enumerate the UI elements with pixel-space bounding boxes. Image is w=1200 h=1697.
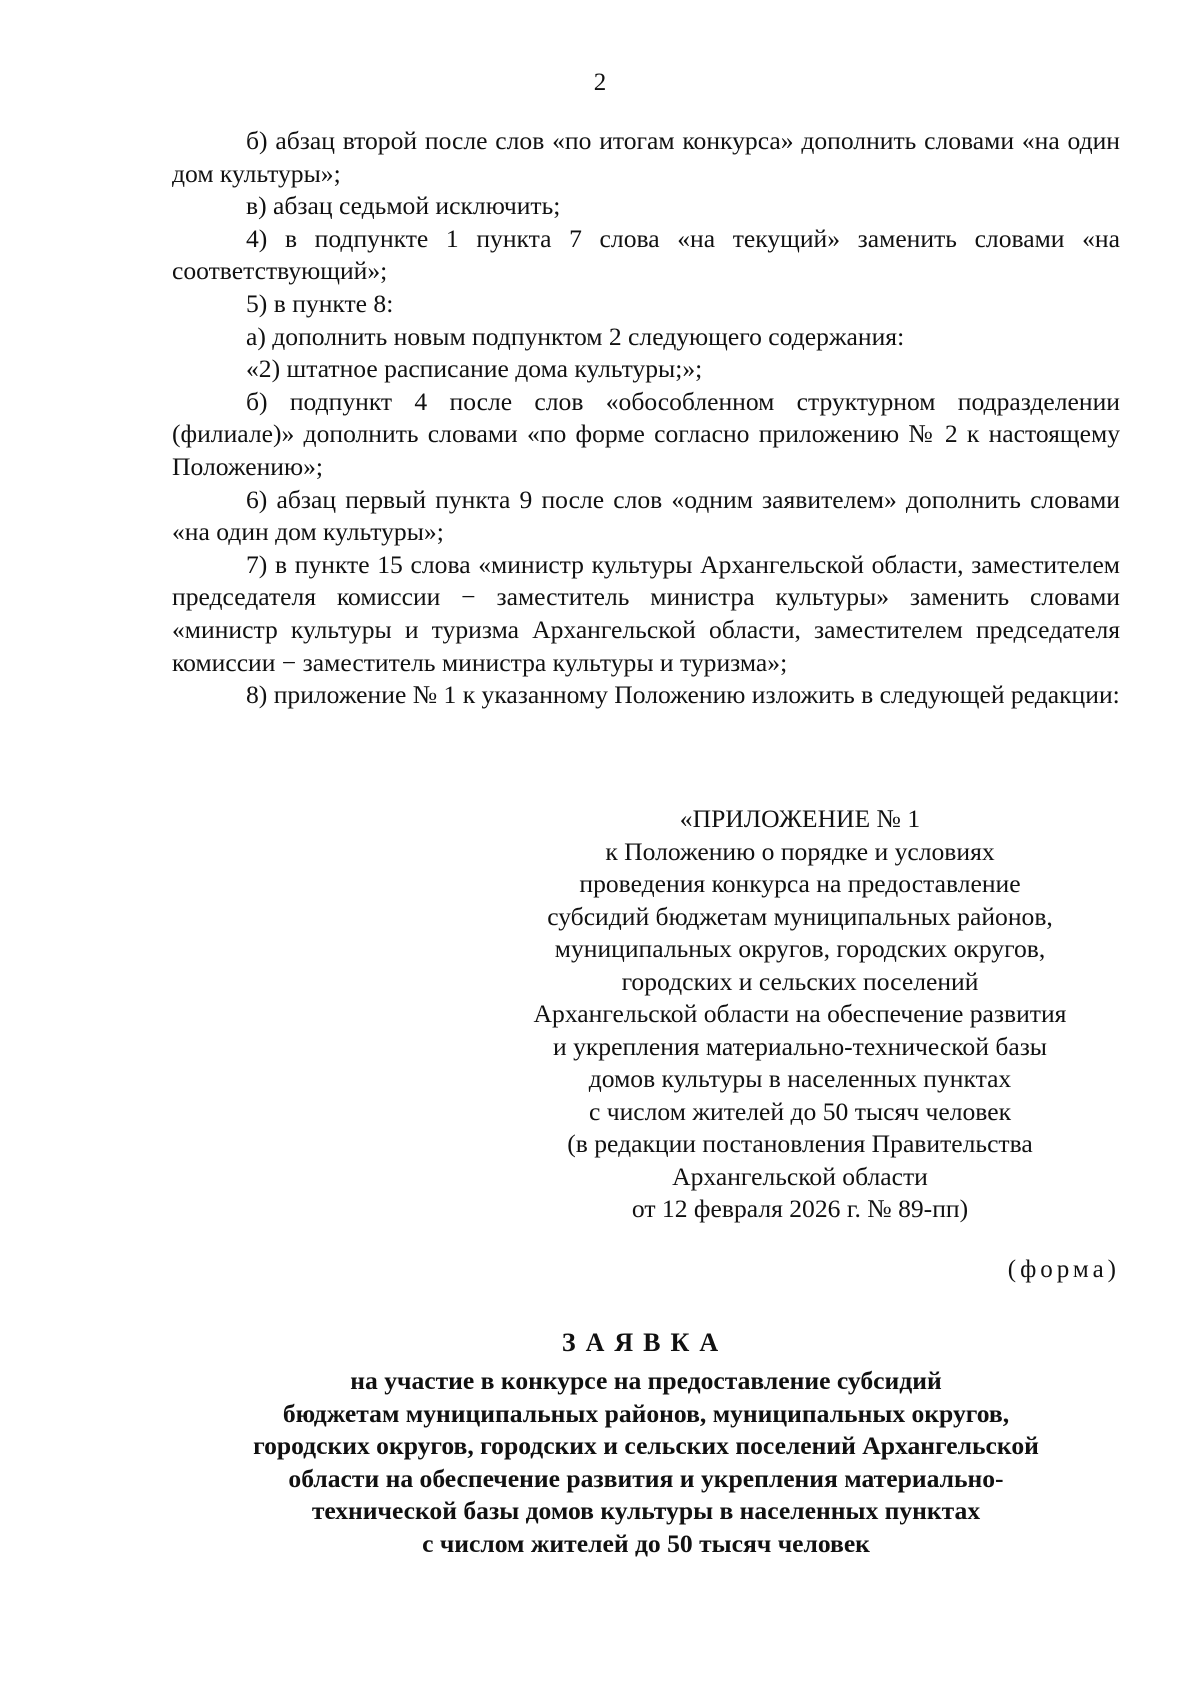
subtitle-line: области на обеспечение развития и укрепления материально- [288,1463,1004,1493]
appendix-line: домов культуры в населенных пунктах [588,1064,1012,1093]
paragraph: а) дополнить новым подпунктом 2 следующего содержания: [246,321,905,351]
page-number: 2 [593,69,607,96]
appendix-line: муниципальных округов, городских округов, [554,934,1046,963]
appendix-line: городских и сельских поселений [621,966,979,996]
paragraph: 6) абзац первый пункта 9 после слов «одним заявителем» дополнить словами «на один дом культуры»; [172,484,1120,547]
paragraph: «2) штатное расписание дома культуры;»; [246,354,703,384]
subtitle-line: бюджетам муниципальных районов, муниципальных округов, [282,1398,1010,1428]
appendix-line: Архангельской области [672,1161,928,1191]
appendix-line: Архангельской области на обеспечение развития [533,999,1067,1028]
subtitle-line: с числом жителей до 50 тысяч человек [422,1528,870,1558]
subtitle-line: на участие в конкурсе на предоставление субсидий [350,1366,942,1395]
appendix-header [500,803,1100,1226]
application-title: ЗАЯВКА [561,1328,729,1357]
appendix-line: с числом жителей до 50 тысяч человек [588,1096,1012,1126]
appendix-line: от 12 февраля 2026 г. № 89-пп) [631,1194,969,1223]
paragraph: 7) в пункте 15 слова «министр культуры Архангельской области, заместителем председателя комиссии − заместитель министра культуры» заменить словами «министр культуры и туризма Архангельской области, заместителем председателя комиссии − заместитель министра культуры и туризма»; [172,549,1120,677]
appendix-line: (в редакции постановления Правительства [567,1129,1033,1158]
amendments-text [172,125,1120,712]
subtitle-line: технической базы домов культуры в населенных пунктах [311,1496,981,1525]
appendix-line: проведения конкурса на предоставление [579,869,1021,898]
paragraph: б) подпункт 4 после слов «обособленном структурном подразделении (филиале)» дополнить словами «по форме согласно приложению № 2 к настоящему Положению»; [172,386,1120,481]
paragraph: 8) приложение № 1 к указанному Положению изложить в следующей редакции: [246,680,1120,710]
appendix-line: и укрепления материально-технической базы [552,1031,1048,1061]
appendix-line: к Положению о порядке и условиях [605,836,995,866]
paragraph: б) абзац второй после слов «по итогам конкурса» дополнить словами «на один дом культуры»; [172,126,1120,188]
subtitle-line: городских округов, городских и сельских поселений Архангельской [253,1431,1039,1460]
paragraph: 4) в подпункте 1 пункта 7 слова «на текущий» заменить словами «на соответствующий»; [172,223,1120,286]
form-label: (форма) [1007,1256,1120,1283]
appendix-line: «ПРИЛОЖЕНИЕ № 1 [679,804,921,833]
paragraph: 5) в пункте 8: [246,288,394,318]
appendix-line: субсидий бюджетам муниципальных районов, [547,901,1053,931]
application-subtitle [172,1365,1120,1560]
paragraph: в) абзац седьмой исключить; [246,191,561,221]
